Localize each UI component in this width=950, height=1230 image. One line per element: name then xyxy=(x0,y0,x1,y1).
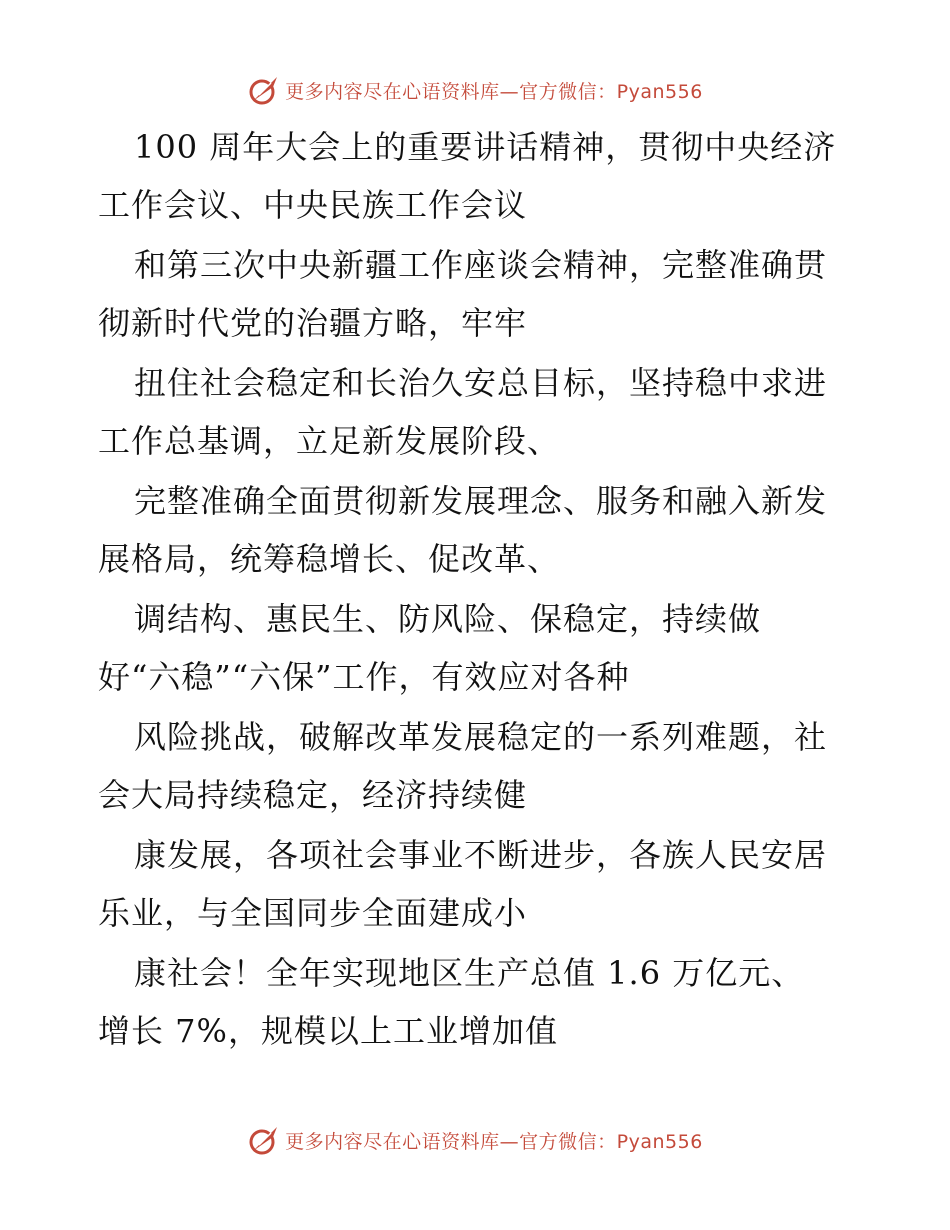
text-line: 扭住社会稳定和长治久安总目标，坚持稳中求进 xyxy=(134,364,828,402)
text-line: 风险挑战，破解改革发展稳定的一系列难题，社 xyxy=(134,718,828,756)
text-line: 工作会议、中央民族工作会议 xyxy=(98,186,528,224)
text-line: 展格局，统筹稳增长、促改革、 xyxy=(98,540,561,578)
footer-watermark-banner xyxy=(0,1120,950,1160)
text-line: 康发展，各项社会事业不断进步，各族人民安居 xyxy=(134,836,828,874)
quill-logo-icon xyxy=(247,73,281,107)
watermark-text: 更多内容尽在心语资料库—官方微信：Pyan556 xyxy=(285,1130,703,1153)
text-line: 康社会！全年实现地区生产总值 1.6 万亿元、 xyxy=(134,954,805,992)
text-line: 好“六稳”“六保”工作，有效应对各种 xyxy=(98,658,630,696)
text-line: 会大局持续稳定，经济持续健 xyxy=(98,776,528,814)
watermark-text: 更多内容尽在心语资料库—官方微信：Pyan556 xyxy=(285,80,703,103)
text-line: 100 周年大会上的重要讲话精神，贯彻中央经济 xyxy=(134,128,837,166)
text-line: 和第三次中央新疆工作座谈会精神，完整准确贯 xyxy=(134,246,828,284)
text-line: 完整准确全面贯彻新发展理念、服务和融入新发 xyxy=(134,482,828,520)
text-line: 乐业，与全国同步全面建成小 xyxy=(98,894,528,932)
text-line: 彻新时代党的治疆方略，牢牢 xyxy=(98,304,528,342)
header-watermark-banner xyxy=(0,70,950,110)
text-line: 工作总基调，立足新发展阶段、 xyxy=(98,422,561,460)
text-line: 调结构、惠民生、防风险、保稳定，持续做 xyxy=(134,600,762,638)
text-line: 增长 7%，规模以上工业增加值 xyxy=(98,1012,558,1050)
quill-logo-icon xyxy=(247,1123,281,1157)
